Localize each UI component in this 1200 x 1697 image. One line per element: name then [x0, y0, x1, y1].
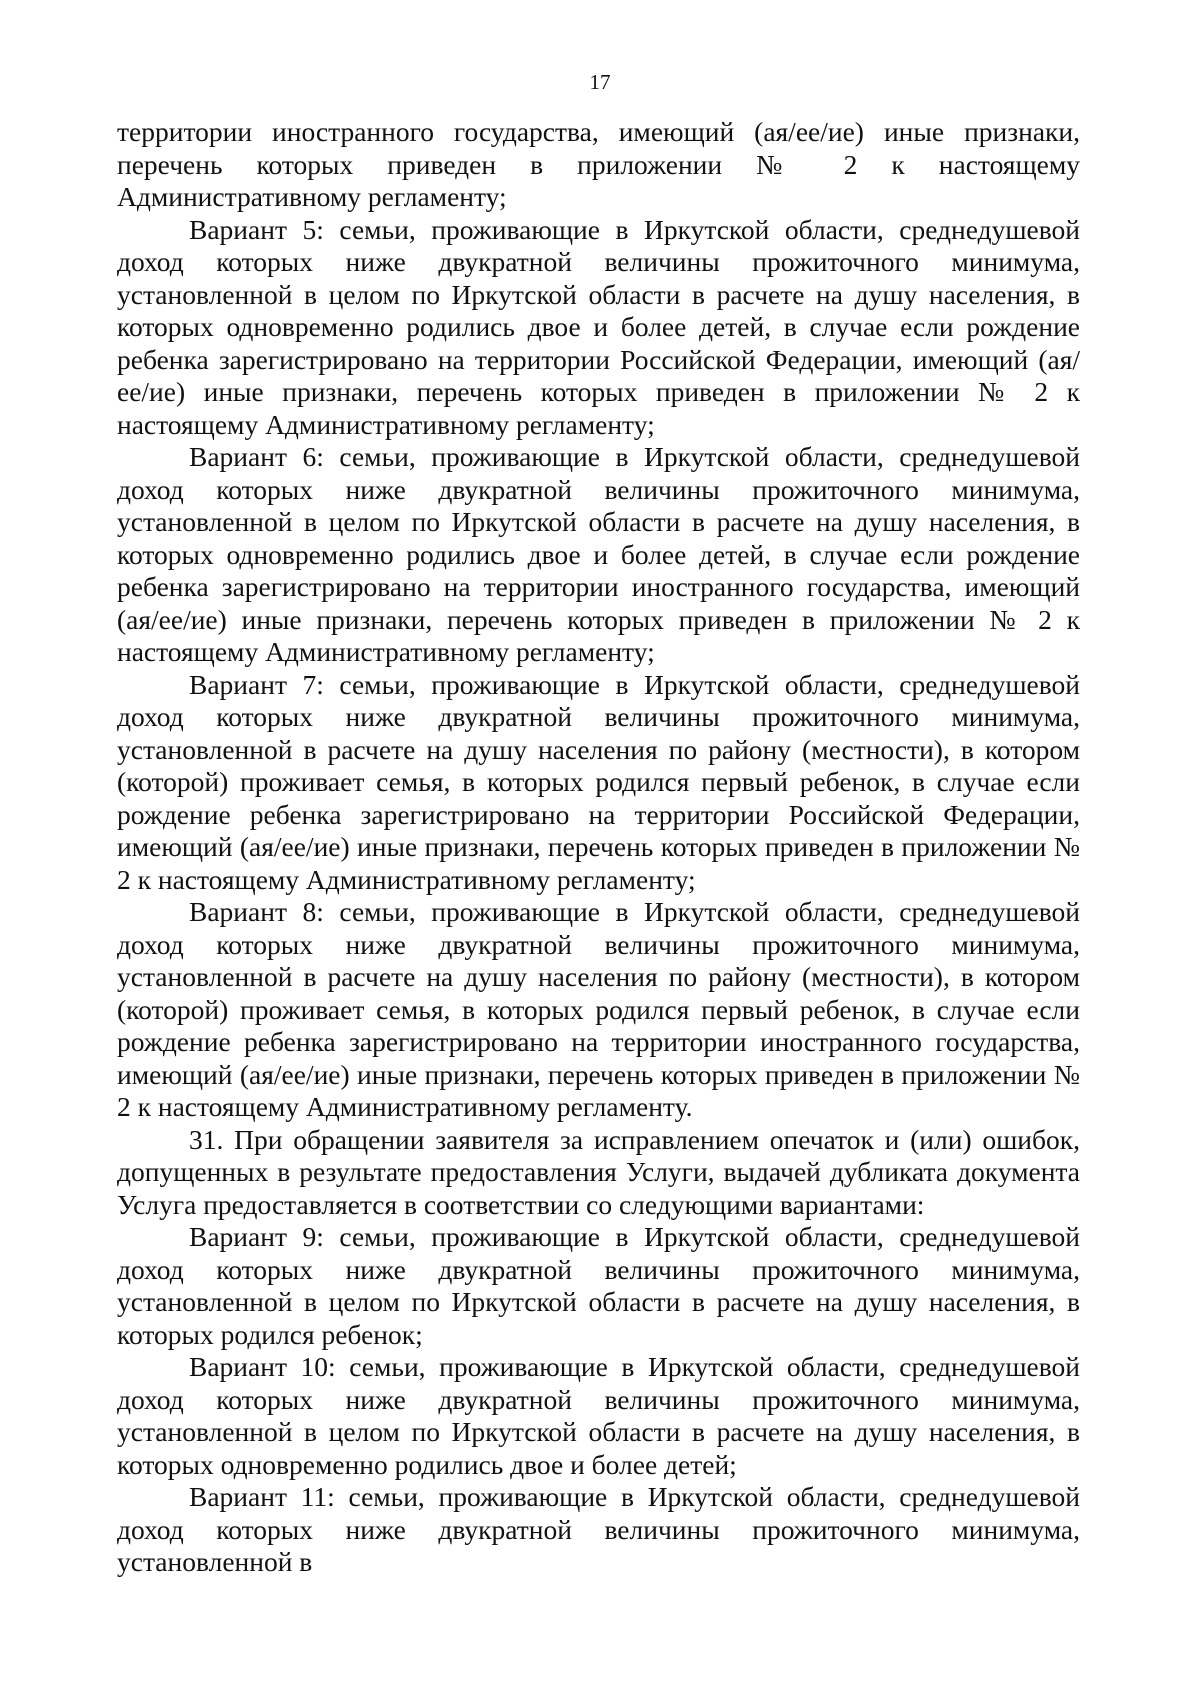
paragraph-variant-5: Вариант 5: семьи, проживающие в Иркутской области, среднедушевой доход которых ниже двукратной величины прожиточного минимума, установленной в целом по Иркутской области в расчете на душу населения, в которых одновременно родились двое и более детей, в случае если рождение ребенка зарегистрировано на территории Российской Федерации, имеющий (ая/ее/ие) иные признаки, перечень которых приведен в приложении № 2 к настоящему Административному регламенту; [117, 213, 1080, 440]
document-body [117, 116, 1080, 1579]
paragraph-continuation: территории иностранного государства, имеющий (ая/ее/ие) иные признаки, перечень которых приведен в приложении № 2 к настоящему Административному регламенту; [117, 116, 1080, 212]
paragraph-variant-6: Вариант 6: семьи, проживающие в Иркутской области, среднедушевой доход которых ниже двукратной величины прожиточного минимума, установленной в целом по Иркутской области в расчете на душу населения, в которых одновременно родились двое и более детей, в случае если рождение ребенка зарегистрировано на территории иностранного государства, имеющий (ая/ее/ие) иные признаки, перечень которых приведен в приложении № 2 к настоящему Административному регламенту; [117, 441, 1080, 667]
paragraph-variant-7: Вариант 7: семьи, проживающие в Иркутской области, среднедушевой доход которых ниже двукратной величины прожиточного минимума, установленной в расчете на душу населения по району (местности), в котором (которой) проживает семья, в которых родился первый ребенок, в случае если рождение ребенка зарегистрировано на территории Российской Федерации, имеющий (ая/ее/ие) иные признаки, перечень которых приведен в приложении № 2 к настоящему Административному регламенту; [117, 668, 1080, 895]
paragraph-variant-11: Вариант 11: семьи, проживающие в Иркутской области, среднедушевой доход которых ниже двукратной величины прожиточного минимума, установленной в [117, 1481, 1080, 1577]
paragraph-variant-8: Вариант 8: семьи, проживающие в Иркутской области, среднедушевой доход которых ниже двукратной величины прожиточного минимума, установленной в расчете на душу населения по району (местности), в котором (которой) проживает семья, в которых родился первый ребенок, в случае если рождение ребенка зарегистрировано на территории иностранного государства, имеющий (ая/ее/ие) иные признаки, перечень которых приведен в приложении № 2 к настоящему Административному регламенту. [117, 896, 1080, 1122]
paragraph-variant-9: Вариант 9: семьи, проживающие в Иркутской области, среднедушевой доход которых ниже двукратной величины прожиточного минимума, установленной в целом по Иркутской области в расчете на душу населения, в которых родился ребенок; [117, 1221, 1080, 1350]
paragraph-item-31: 31. При обращении заявителя за исправлением опечаток и (или) ошибок, допущенных в результате предоставления Услуги, выдачей дубликата документа Услуга предоставляется в соответствии со следующими вариантами: [117, 1123, 1080, 1220]
paragraph-variant-10: Вариант 10: семьи, проживающие в Иркутской области, среднедушевой доход которых ниже двукратной величины прожиточного минимума, установленной в целом по Иркутской области в расчете на душу населения, в которых одновременно родились двое и более детей; [117, 1351, 1080, 1480]
page-number: 17 [589, 70, 611, 94]
